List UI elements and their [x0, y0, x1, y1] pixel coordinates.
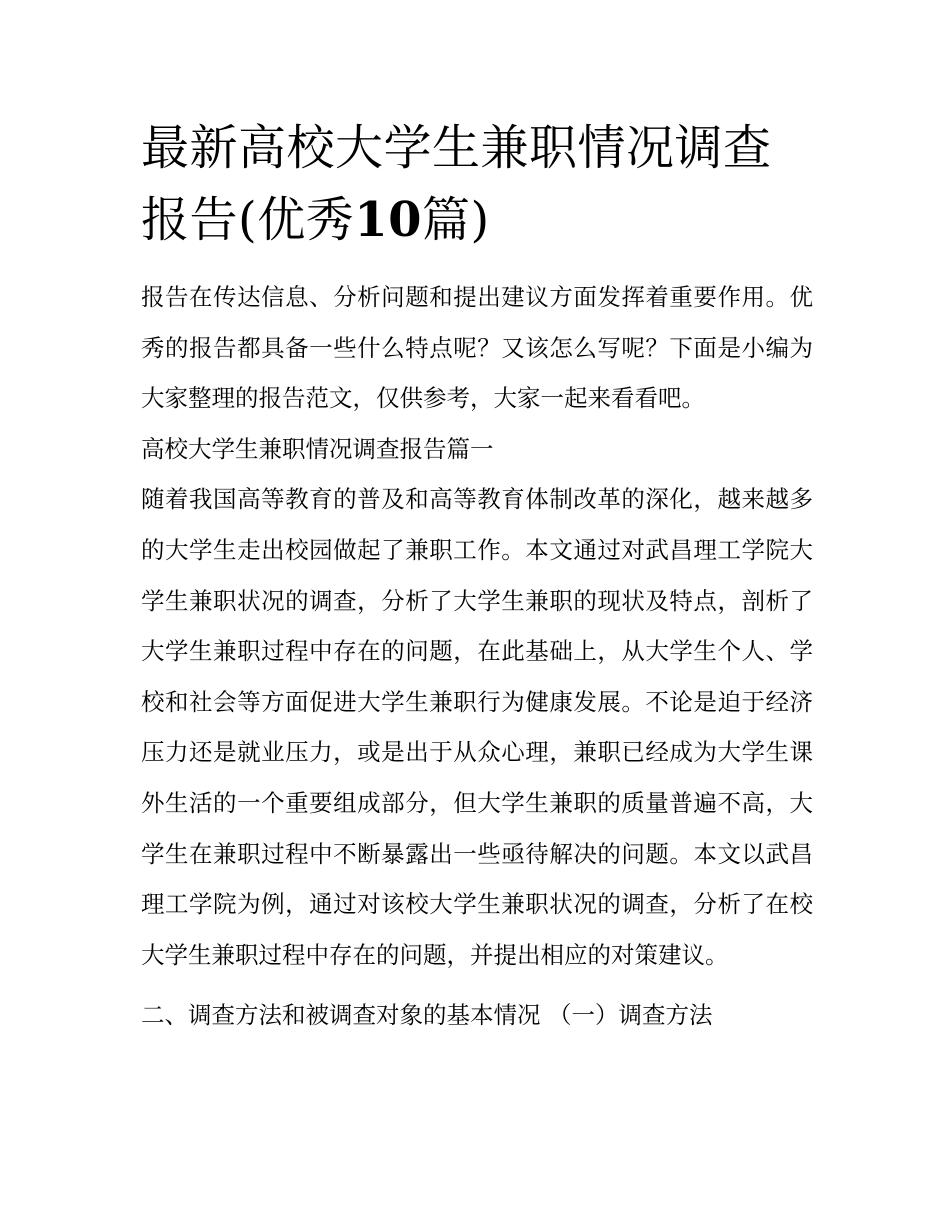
document-title: [141, 112, 813, 256]
document-content: [141, 112, 813, 1041]
body-paragraph: 随着我国高等教育的普及和高等教育体制改革的深化，越来越多的大学生走出校园做起了兼职工作。本文通过对武昌理工学院大学生兼职状况的调查，分析了大学生兼职的现状及特点，剖析了大学生兼职过程中存在的问题，在此基础上，从大学生个人、学校和社会等方面促进大学生兼职行为健康发展。不论是迫于经济压力还是就业压力，或是出于从众心理，兼职已经成为大学生课外生活的一个重要组成部分，但大学生兼职的质量普遍不高，大学生在兼职过程中不断暴露出一些亟待解决的问题。本文以武昌理工学院为例，通过对该校大学生兼职状况的调查，分析了在校大学生兼职过程中存在的问题，并提出相应的对策建议。: [141, 485, 813, 969]
intro-paragraph: 报告在传达信息、分析问题和提出建议方面发挥着重要作用。优秀的报告都具备一些什么特点呢？又该怎么写呢？下面是小编为大家整理的报告范文，仅供参考，大家一起来看看吧。: [141, 283, 813, 413]
title-text-part2: 篇): [422, 192, 490, 248]
title-number: 10: [354, 192, 423, 248]
subheading: 二、调查方法和被调查对象的基本情况 （一）调查方法: [141, 1001, 713, 1030]
title-text-part1: 最新高校大学生兼职情况调查报告(优秀: [141, 120, 772, 248]
section-heading: 高校大学生兼职情况调查报告篇一: [141, 434, 494, 463]
